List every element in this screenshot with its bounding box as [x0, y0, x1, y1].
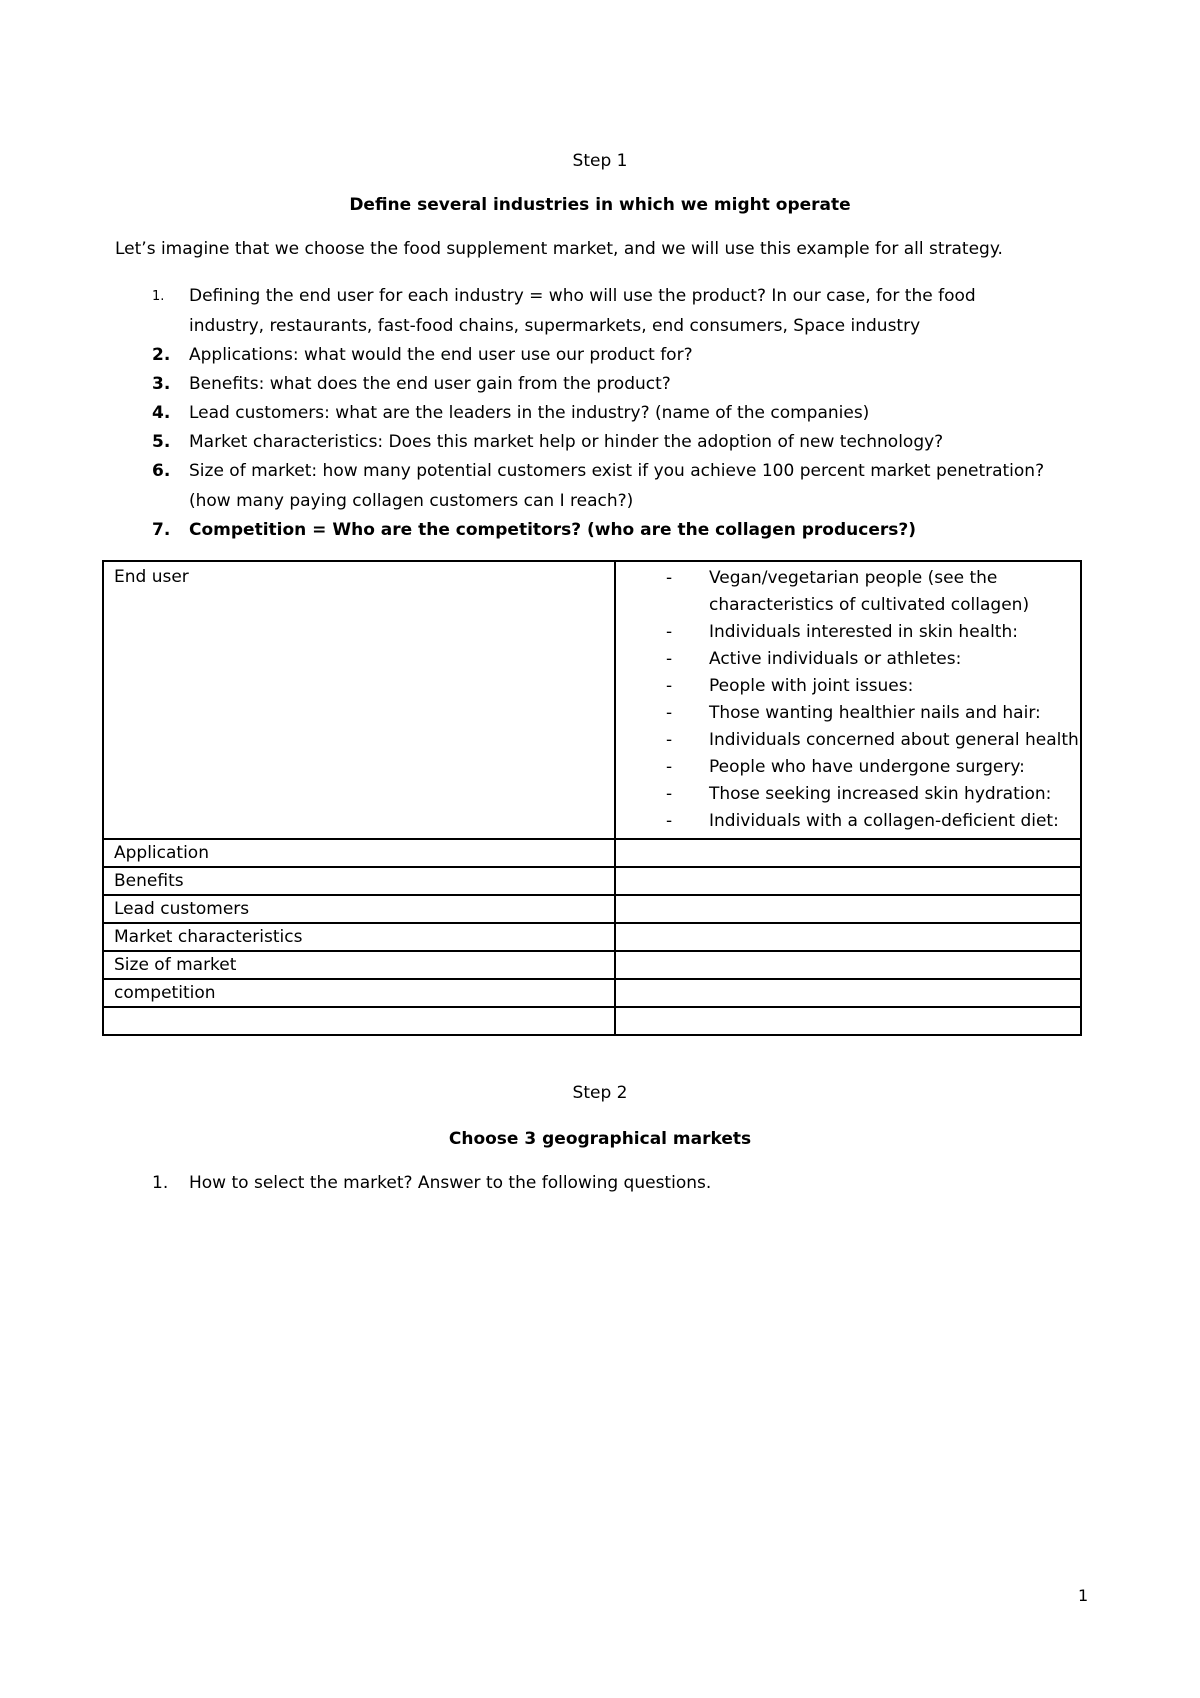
list-number: 1. — [152, 289, 165, 304]
list-item — [666, 700, 1070, 727]
list-text: People with joint issues: — [709, 676, 914, 696]
row-value-empty — [615, 951, 1081, 979]
list-number: 5. — [152, 432, 171, 452]
list-item — [666, 646, 1070, 673]
list-text: Individuals interested in skin health: — [709, 622, 1018, 642]
list-text-continued: industry, restaurants, fast-food chains, supermarkets, end consumers, Space industry — [189, 316, 921, 336]
row-value-empty — [615, 923, 1081, 951]
list-text: Those seeking increased skin hydration: — [709, 784, 1052, 804]
step2-list-item — [152, 1172, 711, 1194]
list-text: Lead customers: what are the leaders in the industry? (name of the companies) — [189, 403, 870, 423]
step2-label: Step 2 — [572, 1083, 628, 1103]
list-number: 3. — [152, 374, 171, 394]
list-item — [666, 781, 1070, 808]
industry-table — [102, 560, 1082, 1036]
list-item — [152, 428, 1007, 457]
row-label-size-of-market: Size of market — [103, 951, 615, 979]
end-user-list — [626, 565, 1079, 835]
step1-heading: Define several industries in which we might operate — [349, 195, 851, 215]
table-row — [103, 867, 1081, 895]
list-item — [666, 565, 1070, 619]
row-label-competition: competition — [103, 979, 615, 1007]
table-row — [103, 1007, 1081, 1035]
list-text: Defining the end user for each industry = who will use the product? In our case, for the food — [189, 286, 976, 306]
dash-bullet: - — [666, 730, 673, 750]
end-user-values-cell — [615, 561, 1081, 839]
list-text: Applications: what would the end user use our product for? — [189, 345, 693, 365]
list-text: Individuals with a collagen-deficient diet: — [709, 811, 1059, 831]
list-text: Size of market: how many potential customers exist if you achieve 100 percent market penetration? — [189, 461, 1045, 481]
row-value-empty — [615, 979, 1081, 1007]
table-row — [103, 951, 1081, 979]
list-item — [152, 516, 1007, 545]
table-row — [103, 923, 1081, 951]
list-text: Those wanting healthier nails and hair: — [709, 703, 1041, 723]
list-item — [666, 727, 1079, 754]
list-text: Competition = Who are the competitors? (who are the collagen producers?) — [189, 520, 916, 540]
page-number: 1 — [1078, 1586, 1089, 1605]
row-value-empty — [615, 895, 1081, 923]
table-row — [103, 839, 1081, 867]
dash-bullet: - — [666, 568, 673, 588]
list-number: 1. — [152, 1173, 169, 1193]
list-text: Individuals concerned about general health — [709, 730, 1079, 750]
dash-bullet: - — [666, 676, 673, 696]
list-item — [152, 370, 1007, 399]
list-text: Vegan/vegetarian people (see the — [709, 568, 998, 588]
list-number: 4. — [152, 403, 171, 423]
list-text-continued: characteristics of cultivated collagen) — [709, 595, 1030, 615]
row-value-empty — [615, 839, 1081, 867]
list-item — [666, 754, 1070, 781]
list-text: Market characteristics: Does this market help or hinder the adoption of new technology? — [189, 432, 944, 452]
row-label-market-characteristics: Market characteristics — [103, 923, 615, 951]
row-label-empty — [103, 1007, 615, 1035]
step1-question-list — [152, 282, 1045, 545]
row-value-empty — [615, 867, 1081, 895]
step1-label: Step 1 — [572, 151, 628, 171]
dash-bullet: - — [666, 622, 673, 642]
list-text: Active individuals or athletes: — [709, 649, 962, 669]
row-value-empty — [615, 1007, 1081, 1035]
list-text: People who have undergone surgery: — [709, 757, 1025, 777]
list-text-continued: (how many paying collagen customers can I reach?) — [189, 491, 634, 511]
dash-bullet: - — [666, 757, 673, 777]
dash-bullet: - — [666, 649, 673, 669]
dash-bullet: - — [666, 703, 673, 723]
step2-heading: Choose 3 geographical markets — [448, 1129, 752, 1149]
row-label-application: Application — [103, 839, 615, 867]
list-number: 7. — [152, 520, 171, 540]
list-number: 2. — [152, 345, 171, 365]
end-user-label-cell: End user — [103, 561, 615, 839]
list-item — [666, 619, 1070, 646]
table-row — [103, 979, 1081, 1007]
list-item — [152, 457, 1045, 516]
step1-intro: Let’s imagine that we choose the food supplement market, and we will use this example for all strategy. — [115, 239, 1003, 259]
row-label-benefits: Benefits — [103, 867, 615, 895]
dash-bullet: - — [666, 784, 673, 804]
list-text: Benefits: what does the end user gain from the product? — [189, 374, 671, 394]
list-number: 6. — [152, 461, 171, 481]
dash-bullet: - — [666, 811, 673, 831]
table-row — [103, 895, 1081, 923]
list-text: How to select the market? Answer to the following questions. — [189, 1173, 712, 1193]
list-item — [152, 341, 1007, 370]
row-label-lead-customers: Lead customers — [103, 895, 615, 923]
table-row — [103, 561, 1081, 839]
list-item — [666, 808, 1070, 835]
list-item — [152, 282, 1007, 341]
list-item — [152, 399, 1007, 428]
list-item — [666, 673, 1070, 700]
